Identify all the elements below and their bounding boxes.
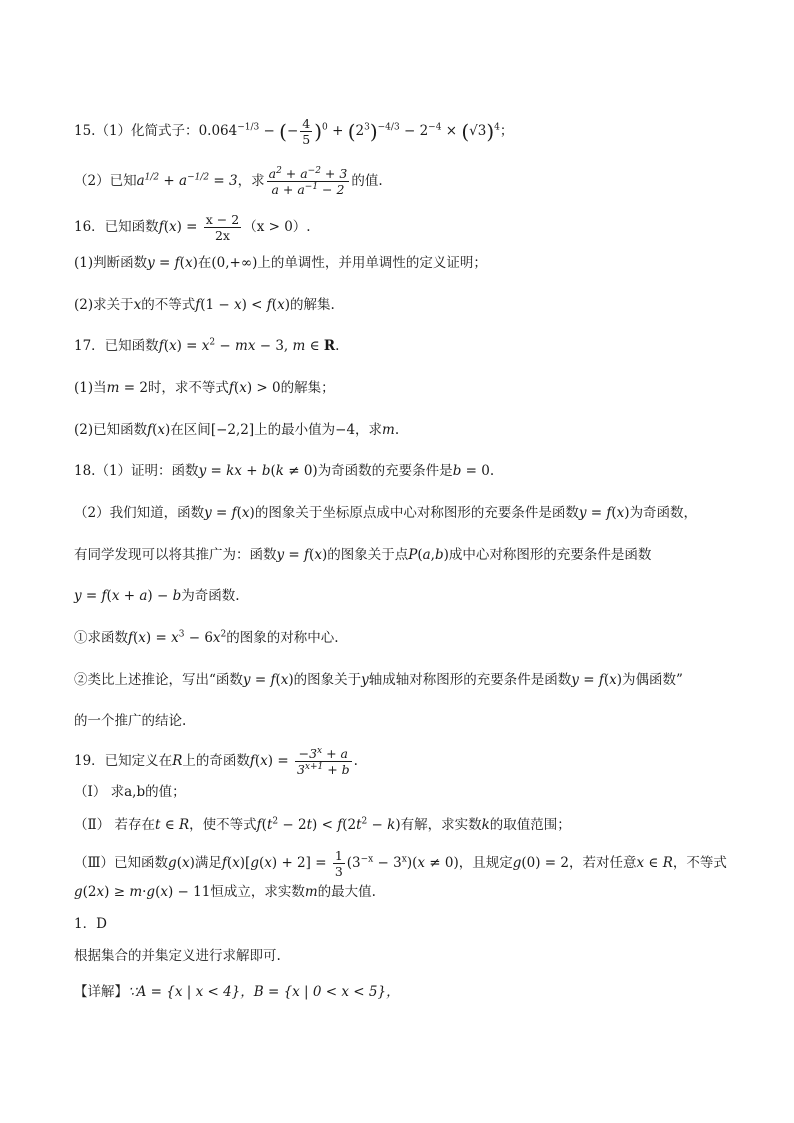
answer-detail: 【详解】∵A = {x | x < 4}，B = {x | 0 < x < 5}， xyxy=(74,984,400,1000)
q17-part1: (1)当m = 2时，求不等式f(x) > 0的解集； xyxy=(74,380,335,396)
q18-part1: 18.（1）证明：函数y = kx + b(k ≠ 0)为奇函数的充要条件是b = 0. xyxy=(74,463,495,479)
q18-sub1: ①求函数$f(x) = x^3 - 6x^2$的图象的对称中心. xyxy=(74,629,339,646)
math-expression: $a^{1/2} + a^{-1/2} = 3$ xyxy=(136,172,238,189)
q15-part1: 15.（1）化简式子：$0.064^{-1/3}$ − (− $\frac{4}{5}$ )$^0 + (2^3)^{-4/3} - 2^{-4} \times (√3)^4$； xyxy=(74,116,514,147)
q19-part1: （Ⅰ） 求a,b的值； xyxy=(74,784,186,800)
q17-part2: (2)已知函数f(x)在区间[−2,2]上的最小值为−4，求m. xyxy=(74,422,400,438)
q18-part2-line2: 有同学发现可以将其推广为：函数y = f(x)的图象关于点P(a,b)成中心对称图形的充要条件是函数 xyxy=(74,547,652,563)
q19-part3: （Ⅲ）已知函数g(x)满足f(x)[g(x) + 2] = $\frac{1}{3}$ $(3^{-x} - 3^x)(x \ne 0)$，且规定g(0) = 2，若对任意x ∈ R，不等式 xyxy=(74,848,727,879)
q18-sub2-cont: 的一个推广的结论. xyxy=(74,713,187,729)
q17-title: 17．已知函数$f(x) = x^2$ − mx − 3, m ∈ R. xyxy=(74,337,340,354)
math-fraction: $\frac{a^2 + a^{-2} + 3}{a + a^{-1} - 2}$ xyxy=(268,165,348,197)
answer-label: 1．D xyxy=(74,916,107,932)
q16-title: 16．已知函数f(x) = $\frac{x - 2}{2x}$ （x > 0）. xyxy=(74,212,311,243)
math-fraction: $\frac{-3^x + a}{3^{x+1} + b}$ xyxy=(296,745,350,777)
q16-part2: (2)求关于x的不等式f(1 − x) < f(x)的解集. xyxy=(74,297,335,313)
math-expression: f xyxy=(158,219,164,235)
q19-title: 19．已知定义在R上的奇函数f(x) = $\frac{-3^x + a}{3^{x+1} + b}$ . xyxy=(74,745,358,777)
math-expression: $0.064^{-1/3}$ − (− $\frac{4}{5}$ )$^0 + (2^3)^{-4/3} - 2^{-4} \times (√3)^4$； xyxy=(198,116,514,147)
answer-explain: 根据集合的并集定义进行求解即可. xyxy=(74,948,281,964)
q18-part2-line3: y = f(x + a) − b为奇函数. xyxy=(74,588,240,604)
q18-part2-line1: （2）我们知道，函数y = f(x)的图象关于坐标原点成中心对称图形的充要条件是函数y = f(x)为奇函数， xyxy=(74,505,698,521)
math-fraction: $\frac{x - 2}{2x}$ xyxy=(205,212,240,243)
q16-part1: (1)判断函数y = f(x)在(0,+∞)上的单调性，并用单调性的定义证明； xyxy=(74,255,487,271)
q15-part2: （2）已知$a^{1/2} + a^{-1/2} = 3$，求 $\frac{a^2 + a^{-2} + 3}{a + a^{-1} - 2}$ 的值. xyxy=(74,165,383,197)
q19-part3-cont: g(2x) ≥ m·g(x) − 11恒成立，求实数m的最大值. xyxy=(74,884,376,900)
q18-sub2: ②类比上述推论，写出“函数y = f(x)的图象关于y轴成轴对称图形的充要条件是函数y = f(x)为偶函数” xyxy=(74,672,683,688)
q19-part2: （Ⅱ） 若存在t ∈ R，使不等式$f(t^2 - 2t) < f(2t^2 - k)$有解，求实数k的取值范围； xyxy=(74,816,571,833)
